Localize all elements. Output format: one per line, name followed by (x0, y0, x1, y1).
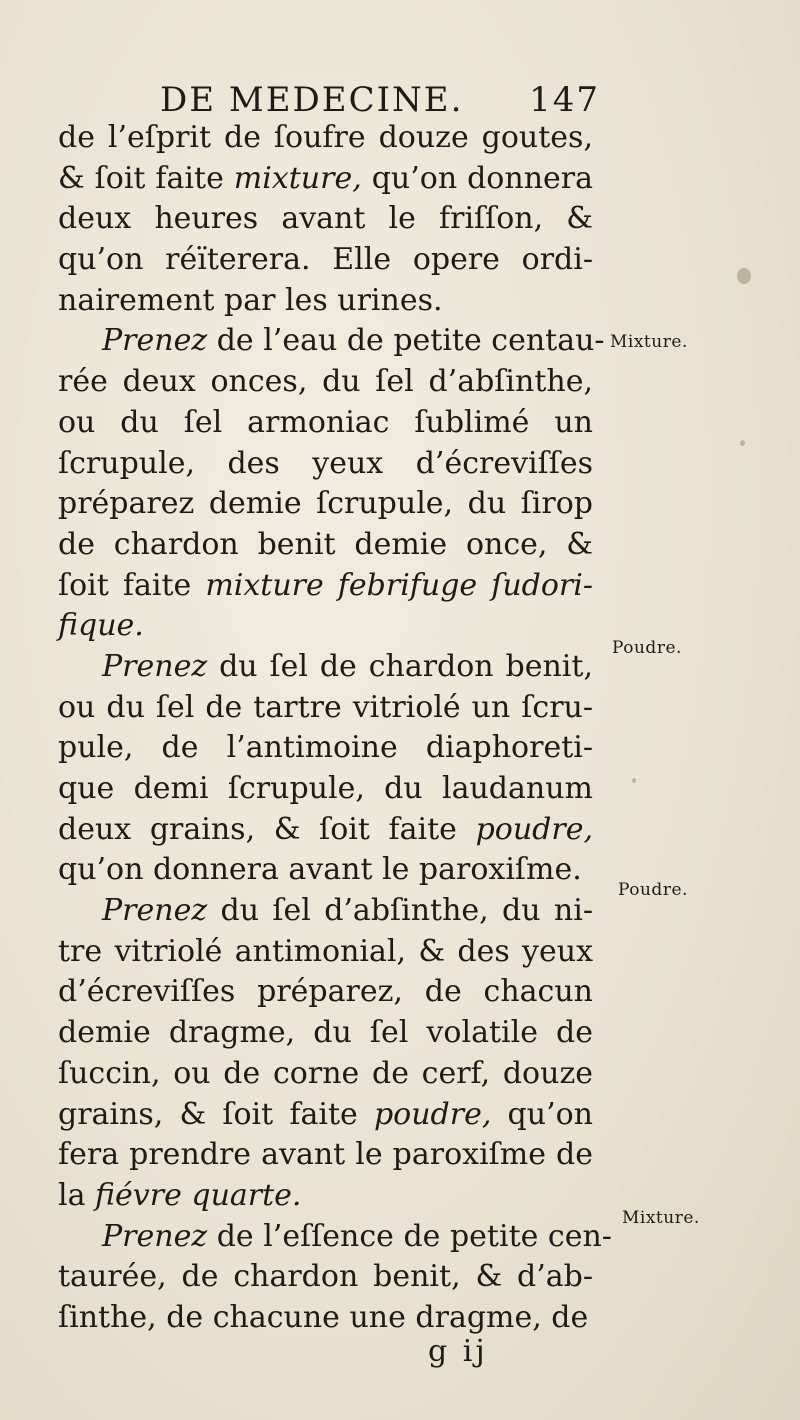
text-line: ſuccin, ou de corne de cerf, douze (58, 1055, 593, 1091)
text-line: qu’on donnera avant le paroxiſme. (58, 852, 582, 888)
text-line: qu’on réïterera. Elle opere ordi- (58, 242, 593, 278)
text-line: ou du ſel de tartre vitriolé un ſcru- (58, 689, 593, 725)
text-line: ſcrupule, des yeux d’écreviſſes (58, 445, 593, 481)
italic-term: mixture, (233, 160, 362, 196)
text-line: demie dragme, du ſel volatile de (58, 1015, 593, 1051)
text-line: Prenez de l’eſſence de petite cen- (102, 1218, 612, 1254)
ink-spot (740, 440, 745, 446)
ink-spot (632, 778, 636, 783)
text-line: d’écreviſſes préparez, de chacun (58, 974, 593, 1010)
text-line: grains, & ſoit faite poudre, qu’on (58, 1096, 593, 1132)
italic-term: Prenez (102, 323, 208, 359)
margin-note: Mixture. (610, 332, 688, 352)
italic-term: Prenez (102, 648, 208, 684)
text-line: ſoit faite mixture febrifuge ſudori- (58, 567, 593, 603)
text-line: de chardon benit demie once, & (58, 526, 593, 562)
text-line (58, 606, 593, 647)
text-line: & ſoit faite mixture, qu’on donnera (58, 160, 593, 196)
italic-term: Prenez (102, 893, 208, 929)
text-line: taurée, de chardon benit, & d’ab- (58, 1259, 593, 1295)
italic-term: poudre, (475, 811, 593, 847)
text-line: nairement par les urines. (58, 282, 443, 318)
text-line: ou du ſel armoniac ſublimé un (58, 404, 593, 440)
text-line: deux heures avant le friſſon, & (58, 201, 593, 237)
text-line: que demi ſcrupule, du laudanum (58, 771, 593, 806)
text-line: deux grains, & ſoit faite poudre, (58, 811, 593, 847)
text-line: rée deux onces, du ſel d’abſinthe, (58, 364, 593, 400)
body-text (58, 118, 612, 1339)
page-number: 147 (529, 80, 600, 120)
italic-term: fiévre quarte. (95, 1177, 302, 1213)
text-line: préparez demie ſcrupule, du ſirop (58, 486, 593, 522)
text-line: Prenez de l’eau de petite centau- (102, 323, 605, 359)
text-line: Prenez du ſel de chardon benit, (102, 648, 593, 684)
italic-term: poudre, (373, 1096, 492, 1132)
text-line: ſinthe, de chacune une dragme, de (58, 1299, 589, 1335)
margin-note: Poudre. (618, 880, 688, 900)
margin-note: Poudre. (612, 638, 682, 658)
text-line: tre vitriolé antimonial, & des yeux (58, 933, 593, 969)
signature-mark: g ij (428, 1334, 488, 1369)
text-line: pule, de l’antimoine diaphoreti- (58, 730, 593, 766)
text-line: la fiévre quarte. (58, 1177, 302, 1213)
ink-spot (737, 268, 751, 284)
italic-term: fique. (58, 608, 144, 644)
text-line: de l’eſprit de ſoufre douze goutes, (58, 120, 593, 155)
text-line: fera prendre avant le paroxiſme de (58, 1137, 593, 1173)
text-line: Prenez du ſel d’abſinthe, du ni- (102, 893, 593, 929)
margin-note: Mixture. (622, 1208, 700, 1228)
running-title: DE MEDECINE. (160, 80, 464, 120)
italic-term: Prenez (102, 1218, 208, 1254)
italic-term: mixture febrifuge ſudori- (205, 567, 593, 603)
